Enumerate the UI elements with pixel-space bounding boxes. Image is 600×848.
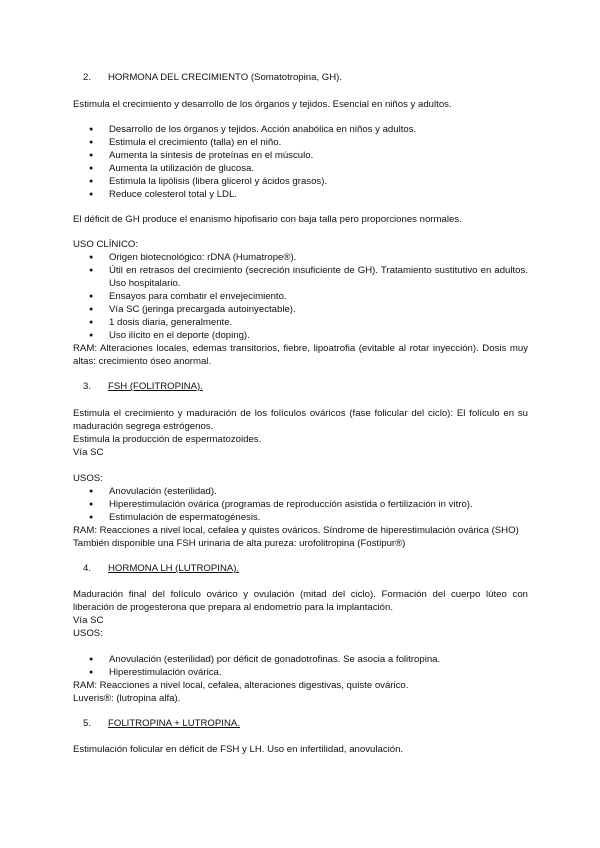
- lh-usos-list: [73, 653, 528, 679]
- gh-deficit: El déficit de GH produce el enanismo hipofisario con baja talla pero proporciones normales.: [73, 214, 462, 225]
- list-item: ● Vía SC (jeringa precargada autoinyectable).: [73, 303, 528, 316]
- list-item: ● Uso ilícito en el deporte (doping).: [73, 329, 528, 342]
- lh-route: Vía SC: [73, 615, 104, 626]
- list-item: ● Estimula la lipólisis (libera glicerol y ácidos grasos).: [73, 175, 528, 188]
- lh-extra: Luveris®: (lutropina alfa).: [73, 693, 181, 704]
- section-title: HORMONA DEL CRECIMIENTO (Somatotropina, GH).: [108, 72, 343, 83]
- document-content: [73, 71, 528, 756]
- section-heading-gh: [83, 71, 528, 84]
- list-item: ● Ensayos para combatir el envejecimiento.: [73, 290, 528, 303]
- list-item: ● Aumenta la utilización de glucosa.: [73, 162, 528, 175]
- gh-clinico-heading: USO CLÍNICO:: [73, 239, 139, 250]
- gh-bullet-list: [73, 123, 528, 201]
- list-item: ● Reduce colesterol total y LDL.: [73, 188, 528, 201]
- list-item: ● Estimulación de espermatogénesis.: [73, 511, 528, 524]
- lh-ram: RAM: Reacciones a nivel local, cefalea, alteraciones digestivas, quiste ovárico.: [73, 680, 409, 691]
- section-number: 5.: [83, 718, 92, 729]
- section-number: 2.: [83, 72, 92, 83]
- list-item: ● Origen biotecnológico: rDNA (Humatrope®).: [73, 251, 528, 264]
- list-item: ● Hiperestimulación ovárica.: [73, 666, 528, 679]
- list-item: ● Hiperestimulación ovárica (programas de reproducción asistida o fertilización in vitro).: [73, 498, 528, 511]
- gh-clinico-list: [73, 251, 528, 342]
- list-item: ● Aumenta la síntesis de proteínas en el músculo.: [73, 149, 528, 162]
- gh-intro: Estimula el crecimiento y desarrollo de los órganos y tejidos. Esencial en niños y adultos.: [73, 99, 452, 110]
- list-item: ● Anovulación (esterilidad) por déficit de gonadotrofinas. Se asocia a folitropina.: [73, 653, 528, 666]
- section-heading-combo: [83, 717, 528, 730]
- fsh-usos-list: [73, 485, 528, 524]
- list-item: ● Anovulación (esterilidad).: [73, 485, 528, 498]
- section-number: 4.: [83, 563, 92, 574]
- section-title: FSH (FOLITROPINA).: [108, 381, 203, 392]
- section-title: HORMONA LH (LUTROPINA).: [108, 563, 240, 574]
- section-title: FOLITROPINA + LUTROPINA.: [108, 718, 240, 729]
- fsh-text: Estimula el crecimiento y maduración de los folículos ováricos (fase folicular del ciclo): El folículo en su maduración segrega estrógenos.: [73, 408, 528, 432]
- section-heading-fsh: [83, 380, 528, 393]
- list-item: ● 1 dosis diaria, generalmente.: [73, 316, 528, 329]
- gh-ram: RAM: Alteraciones locales, edemas transitorios, fiebre, lipoatrofia (evitable al rotar inyección). Dosis muy altas: crecimiento óseo anormal.: [73, 343, 528, 367]
- list-item: ● Estimula el crecimiento (talla) en el niño.: [73, 136, 528, 149]
- fsh-ram: RAM: Reacciones a nivel local, cefalea y quistes ováricos. Síndrome de hiperestimulación ovárica (SHO): [73, 525, 519, 536]
- fsh-route: Vía SC: [73, 447, 104, 458]
- fsh-usos-heading: USOS:: [73, 473, 103, 484]
- fsh-text: Estimula la producción de espermatozoides.: [73, 434, 262, 445]
- lh-usos-heading: USOS:: [73, 628, 103, 639]
- section-heading-lh: [83, 562, 528, 575]
- combo-text: Estimulación folicular en déficit de FSH y LH. Uso en infertilidad, anovulación.: [73, 744, 404, 755]
- lh-text: Maduración final del folículo ovárico y ovulación (mitad del ciclo). Formación del cuerpo lúteo con liberación de progesterona que prepara al endometrio para la implantación.: [73, 589, 528, 613]
- list-item: ● Útil en retrasos del crecimiento (secreción insuficiente de GH). Tratamiento sustitutivo en adultos. Uso hospitalario.: [73, 264, 528, 290]
- section-number: 3.: [83, 381, 92, 392]
- fsh-extra: También disponible una FSH urinaria de alta pureza: urofolitropina (Fostipur®): [73, 538, 406, 549]
- list-item: ● Desarrollo de los órganos y tejidos. Acción anabólica en niños y adultos.: [73, 123, 528, 136]
